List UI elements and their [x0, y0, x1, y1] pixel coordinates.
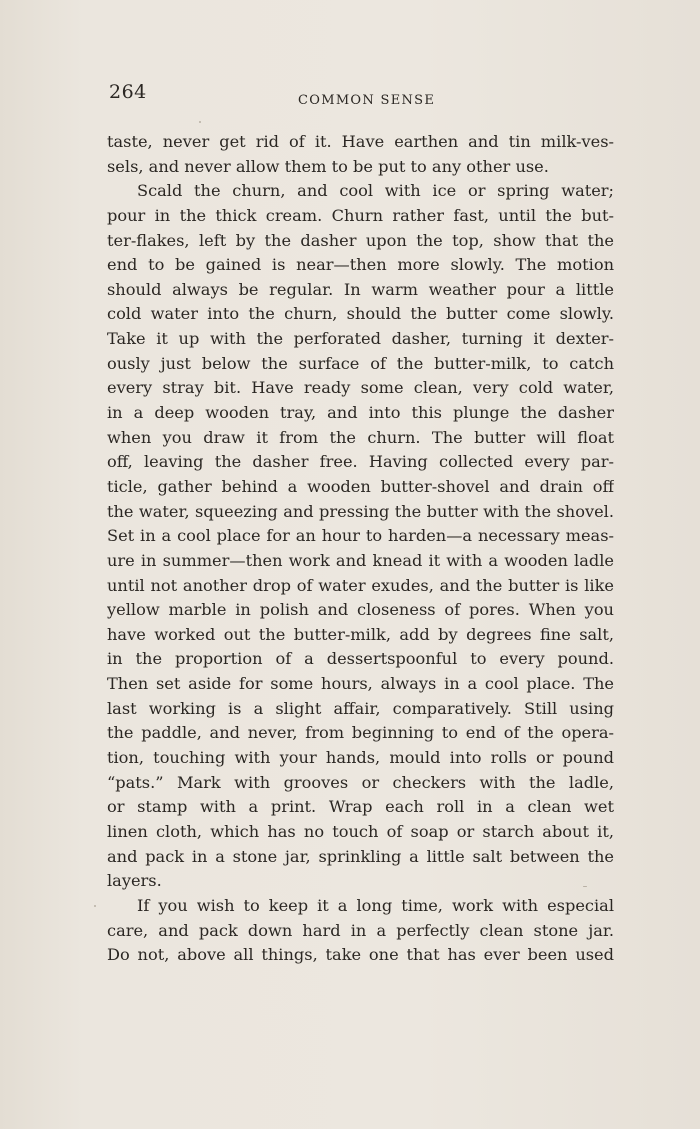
- text-line: Take it up with the perforated dasher, turning it dexter-: [107, 329, 614, 349]
- text-line: If you wish to keep it a long time, work with especial: [137, 895, 614, 915]
- text-line: “pats.” Mark with grooves or checkers with the ladle,: [107, 772, 614, 792]
- text-line: linen cloth, which has no touch of soap or starch about it,: [107, 821, 614, 841]
- text-line: ure in summer—then work and knead it with a wooden ladle: [107, 550, 614, 570]
- text-line: when you draw it from the churn. The butter will float: [107, 427, 614, 447]
- text-line: ter-flakes, left by the dasher upon the top, show that the: [107, 230, 614, 250]
- page-number: 264: [109, 81, 147, 103]
- text-line: ously just below the surface of the butter-milk, to catch: [107, 353, 614, 373]
- text-line: Set in a cool place for an hour to harden—a necessary meas-: [107, 526, 614, 546]
- text-line: until not another drop of water exudes, and the butter is like: [107, 575, 614, 595]
- body-text: [107, 130, 614, 968]
- text-line: Scald the churn, and cool with ice or spring water;: [137, 181, 614, 201]
- text-line: ticle, gather behind a wooden butter-shovel and drain off: [107, 476, 614, 496]
- text-line: in the proportion of a dessertspoonful to every pound.: [107, 649, 614, 669]
- text-line: tion, touching with your hands, mould into rolls or pound: [107, 748, 614, 768]
- paper-speck: [94, 905, 96, 907]
- text-line: in a deep wooden tray, and into this plunge the dasher: [107, 403, 614, 423]
- text-line: the water, squeezing and pressing the butter with the shovel.: [107, 501, 614, 521]
- text-line: Do not, above all things, take one that has ever been used: [107, 945, 614, 965]
- text-line: cold water into the churn, should the butter come slowly.: [107, 304, 614, 324]
- text-line: or stamp with a print. Wrap each roll in a clean wet: [107, 797, 614, 817]
- text-line: every stray bit. Have ready some clean, very cold water,: [107, 378, 614, 398]
- text-line: should always be regular. In warm weather pour a little: [107, 279, 614, 299]
- text-line: sels, and never allow them to be put to any other use.: [107, 156, 549, 176]
- text-line: end to be gained is near—then more slowly. The motion: [107, 255, 614, 275]
- text-line: care, and pack down hard in a perfectly clean stone jar.: [107, 920, 614, 940]
- text-line: layers.: [107, 871, 162, 891]
- paper-speck: [199, 121, 201, 123]
- text-line: Then set aside for some hours, always in a cool place. The: [107, 674, 614, 694]
- text-line: off, leaving the dasher free. Having collected every par-: [107, 452, 614, 472]
- paper-speck: [583, 886, 587, 887]
- text-line: and pack in a stone jar, sprinkling a little salt between the: [107, 846, 614, 866]
- text-line: have worked out the butter-milk, add by degrees fine salt,: [107, 624, 614, 644]
- text-line: last working is a slight affair, comparatively. Still using: [107, 698, 614, 718]
- text-line: yellow marble in polish and closeness of pores. When you: [107, 600, 614, 620]
- text-line: taste, never get rid of it. Have earthen and tin milk-ves-: [107, 132, 614, 151]
- text-line: the paddle, and never, from beginning to end of the opera-: [107, 723, 614, 743]
- text-line: pour in the thick cream. Churn rather fast, until the but-: [107, 205, 614, 225]
- running-head: COMMON SENSE: [298, 93, 436, 108]
